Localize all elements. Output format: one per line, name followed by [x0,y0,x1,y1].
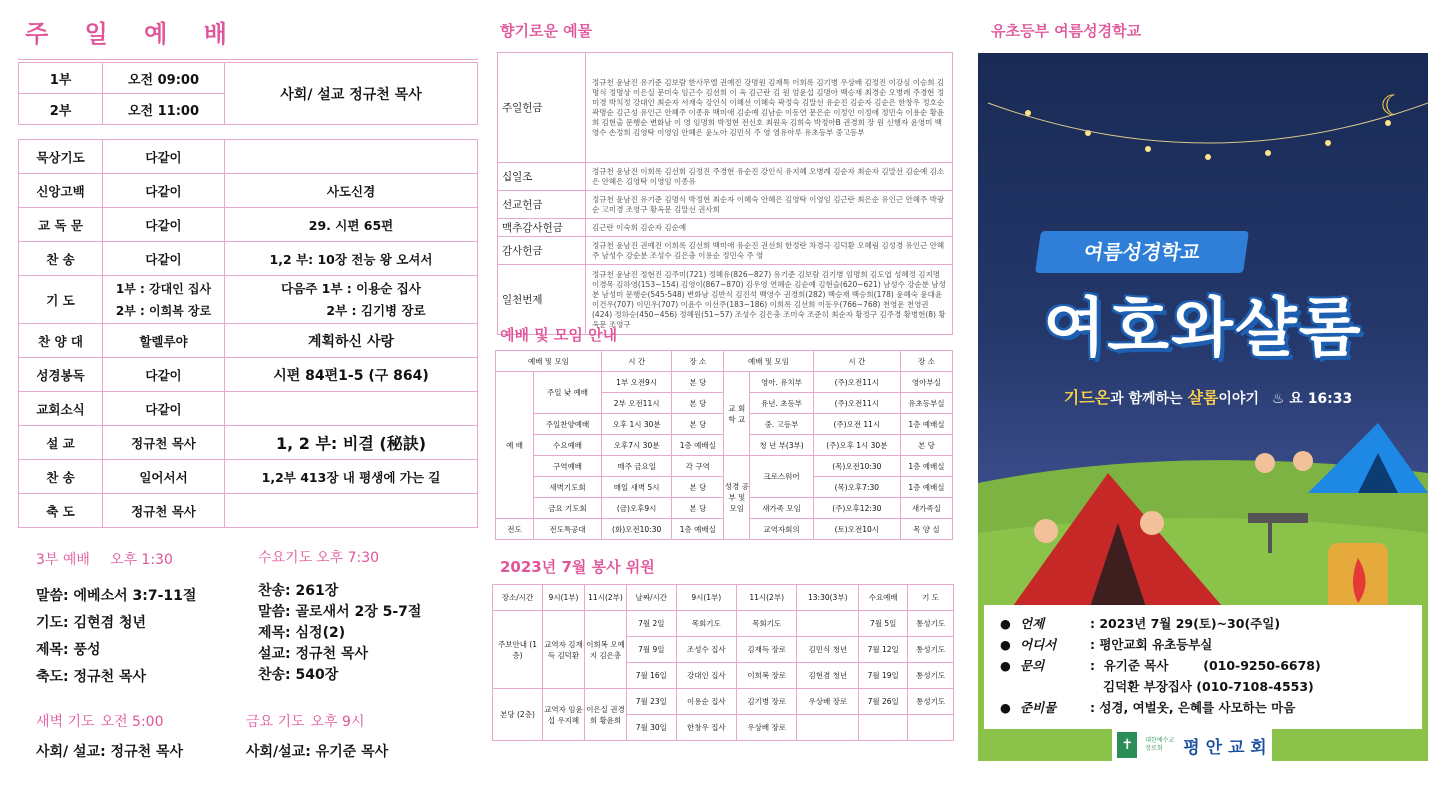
duty-place: 본당 (2층) [493,689,543,741]
sched-item: 주일찬양예배 [534,414,602,435]
duty-head: 11시(2부) [736,585,796,611]
vbs-section-title: 유초등부 여름성경학교 [991,22,1142,40]
sched-item: 크로스워어 [750,456,814,498]
order-content: 29. 시편 65편 [225,208,478,242]
duty-date: 7월 9일 [627,637,677,663]
prayer-next-first: 다음주 1부 : 이용순 집사 [281,280,421,296]
info-key [1020,676,1090,697]
duty-cell: 목회기도 [736,611,796,637]
wed-title: 수요기도 [258,550,313,566]
sched-group: 예 배 [496,372,534,519]
third-line: 말씀: 에베소서 3:7-11절 [36,588,197,604]
info-key: 언제 [1020,616,1045,631]
prayer-next-second: 2부 : 김기병 장로 [326,302,426,318]
order-item: 신앙고백 [19,174,103,208]
sched-time: (주)오후 1시 30분 [813,435,900,456]
sched-item: 청 년 부(3부) [750,435,814,456]
order-item: 찬 송 [19,242,103,276]
vbs-banner: 여름성경학교 [1035,231,1249,273]
sched-place: 유초등부실 [900,393,952,414]
sched-head: 장 소 [672,351,724,372]
duty-cell: 강대인 집사 [676,663,736,689]
sched-place: 1층 예배실 [900,456,952,477]
duty-cell: 김기병 장로 [736,689,796,715]
sched-time: (토)오전10시 [813,519,900,540]
sched-group: 교 회 학 교 [724,372,750,456]
info-key: 어디서 [1020,637,1057,652]
info-row [1000,634,1406,655]
offering-kind: 감사헌금 [498,237,586,265]
offering-kind: 주일헌금 [498,53,586,163]
bullet-icon: ● [1000,658,1011,673]
tagline-end: 이야기 [1218,391,1259,407]
duty-cell: 통성기도 [908,689,954,715]
order-item: 기 도 [19,276,103,324]
fri-title: 금요 기도 [246,714,305,730]
service-time: 오전 11:00 [103,94,225,125]
duty-head: 수요예배 [859,585,908,611]
order-by: 다같이 [103,140,225,174]
duty-team-b: 이은실 권경희 황윤희 [585,689,627,741]
duty-cell [908,715,954,741]
worship-title: 주 일 예 배 [25,20,241,48]
duty-table [492,584,954,741]
sched-place: 1층 예배실 [900,477,952,498]
sched-place: 각 구역 [672,456,724,477]
prayer-first: 1부 : 강대인 집사 [115,281,212,296]
lantern-icon [1328,543,1388,613]
offering-names: 정규천 윤남진 권예진 이희록 김선희 백미애 유순진 권선희 한정란 차경극 김덕환 오혜림 김성경 유인근 안혜주 남성수 강순분 조성수 김은충 이용순 정민숙 주 영 [586,237,953,265]
order-item: 교회소식 [19,392,103,426]
order-content [225,140,478,174]
offering-names: 정규천 윤남진 정현진 김주미(721) 정혜유(826~827) 유기준 김보람 김기병 임명희 김도엽 성혜정 김지명 이경목 김하영(153~154) 김영이(867~870) 김우영 연혜순 김순예 김현슬(620~621) 남성수 강순분 남성분 남성미 문행순(545-548) 변화남 김반식 김진석 백영수 권경희(282) 백승재 백승희(178) 윤혜숙 윤대윤 이건우(707) 이민우(707) 이윤수 이선주(183~186) 이희록 김선희 이동우(766~768) 천영운 천영권(424) 정하승(450~456) 정혜원(51~57) 조성수 김은충 조미숙 조준히 최순자 황정구 김주경 황병현(8) 황옥문 조영구 [586,265,953,335]
sched-place: 새가족실 [900,498,952,519]
sched-time: 매일 새벽 5시 [602,477,672,498]
offering-names: 정규천 윤남진 이희록 김선희 김정진 주경현 유순진 강인식 유지혜 오병례 김순자 최순자 김말선 김순예 김소은 안혜은 김영탁 이영임 이종유 [586,163,953,191]
sched-time: (목)오전10:30 [813,456,900,477]
duty-head: 날짜/시간 [627,585,677,611]
duty-head: 장소/시간 [493,585,543,611]
sched-item: 수요예배 [534,435,602,456]
info-row [1000,613,1406,634]
duty-date: 7월 2일 [627,611,677,637]
order-content [225,392,478,426]
offering-kind: 십일조 [498,163,586,191]
church-logo [1112,729,1272,761]
sched-time: (금)오후9시 [602,498,672,519]
duty-cell: 이용순 집사 [676,689,736,715]
sched-time: 1부 오전9시 [602,372,672,393]
duty-cell: 우상배 장로 [736,715,796,741]
third-line: 기도: 김현겸 청년 [36,615,147,631]
service-name: 1부 [19,63,103,94]
sched-place: 본 당 [672,393,724,414]
duty-team-a: 교역자 임윤섭 우지혜 [543,689,585,741]
tagline-verse: 요 16:33 [1289,391,1353,407]
third-line: 축도: 정규천 목사 [36,669,147,685]
service-leader: 사회/ 설교 정규천 목사 [225,63,478,125]
sched-head: 장 소 [900,351,952,372]
duty-cell: 한창우 집사 [676,715,736,741]
sched-time: (화)오전10:30 [602,519,672,540]
order-item: 설 교 [19,426,103,460]
info-value: : 성경, 여벌옷, 은혜를 사모하는 마음 [1090,700,1296,715]
offering-column [490,0,964,794]
info-row [1000,655,1406,676]
sched-item: 영아. 유치부 [750,372,814,393]
order-content: 1, 2 부: 비결 (秘訣) [225,426,478,460]
order-by: 다같이 [103,208,225,242]
vbs-column [978,0,1428,794]
moon-icon: ☾ [1380,89,1406,122]
sched-item: 교역자회의 [750,519,814,540]
string-lights-icon [1025,110,1391,160]
duty-cell: 7월 19일 [859,663,908,689]
service-name: 2부 [19,94,103,125]
dawn-prayer [36,711,183,766]
wed-line: 말씀: 골로새서 2장 5-7절 [258,604,422,620]
order-content: 1,2부 413장 내 평생에 가는 길 [225,460,478,494]
order-content [225,494,478,528]
sched-place: 목 양 실 [900,519,952,540]
flame-icon: ♨ [1271,391,1285,407]
sched-item: 유년. 초등부 [750,393,814,414]
sched-time: (주)오전 11시 [813,414,900,435]
offering-names: 정규천 윤남진 유기준 김명식 박정현 최순자 이혜숙 안혜은 김영탁 이영임 김근란 최은순 유인근 안혜주 박광순 고미경 조영구 황옥문 김말선 권사희 [586,191,953,219]
sched-place: 1층 예배실 [672,435,724,456]
duty-place: 주보안내 (1층) [493,611,543,689]
duty-team-a: 교역자 김재득 김덕환 [543,611,585,689]
order-content: 사도신경 [225,174,478,208]
offering-names: 김근란 이숙희 김순자 김순예 [586,219,953,237]
wed-time: 오후 7:30 [316,550,380,566]
duty-cell: 김현겸 청년 [797,663,859,689]
sched-group: 성경 공부 및 모임 [724,456,750,540]
third-service [36,549,196,691]
duty-cell: 7월 26일 [859,689,908,715]
duty-cell: 통성기도 [908,637,954,663]
offering-kind: 선교헌금 [498,191,586,219]
dawn-line: 사회/ 설교: 정규천 목사 [36,744,184,760]
sched-place: 본 당 [672,372,724,393]
duty-cell [797,611,859,637]
order-content: 1,2 부: 10장 전능 왕 오셔서 [225,242,478,276]
wed-line: 설교: 정규천 목사 [258,646,369,662]
duty-date: 7월 30일 [627,715,677,741]
offering-title: 향기로운 예물 [500,22,593,40]
sched-place: 본 당 [672,477,724,498]
duty-cell: 김재득 장로 [736,637,796,663]
order-item: 교 독 문 [19,208,103,242]
duty-head: 9시(1부) [676,585,736,611]
service-time: 오전 09:00 [103,63,225,94]
order-by: 할렐루야 [103,324,225,358]
order-by: 정규천 목사 [103,426,225,460]
wed-line: 찬송: 540장 [258,667,339,683]
duty-cell: 이희복 장로 [736,663,796,689]
offering-kind: 맥추감사헌금 [498,219,586,237]
sched-time: 2부 오전11시 [602,393,672,414]
sched-head: 시 간 [602,351,672,372]
sched-time: 오후7시 30분 [602,435,672,456]
sched-place: 영아부실 [900,372,952,393]
duty-cell: 목회기도 [676,611,736,637]
tagline-post: 과 함께하는 [1110,391,1183,407]
sched-time: (주)오후12:30 [813,498,900,519]
order-by: 다같이 [103,174,225,208]
order-item: 찬 송 [19,460,103,494]
fri-line: 사회/설교: 유기준 목사 [246,744,389,760]
wed-line: 찬송: 261장 [258,583,339,599]
worship-order-table [18,139,478,528]
dawn-title: 새벽 기도 [36,714,95,730]
duty-team-b: 이희복 오예지 김은총 [585,611,627,689]
duty-cell: 7월 12일 [859,637,908,663]
prayer-second: 2부 : 이희복 장로 [115,303,212,318]
vbs-info-box [984,605,1422,729]
sched-place: 1층 예배실 [672,519,724,540]
third-title: 3부 예배 [36,552,90,568]
bullet-icon: ● [1000,637,1011,652]
sched-item: 주일 낮 예배 [534,372,602,414]
offering-kind: 일천번제 [498,265,586,335]
order-item: 찬 양 대 [19,324,103,358]
sched-head: 예배 및 모임 [496,351,602,372]
sched-group: 전도 [496,519,534,540]
info-row [1000,697,1406,718]
duty-cell [797,715,859,741]
info-value: : 유기준 목사 (010-9250-6678) [1090,658,1321,673]
order-item: 묵상기도 [19,140,103,174]
duty-cell: 조성수 집사 [676,637,736,663]
prayer-leaders [103,276,225,324]
sched-item: 구역예배 [534,456,602,477]
order-by: 정규천 목사 [103,494,225,528]
schedule-table [495,350,953,540]
order-by: 다같이 [103,358,225,392]
friday-prayer [246,711,388,766]
order-item: 성경봉독 [19,358,103,392]
sched-item: 새벽기도회 [534,477,602,498]
blue-tent-icon [1308,423,1428,493]
info-row [1000,676,1406,697]
duty-head: 기 도 [908,585,954,611]
sched-time: 오후 1시 30분 [602,414,672,435]
order-by: 다같이 [103,242,225,276]
sched-place: 본 당 [900,435,952,456]
info-value: 김덕환 부장집사 (010-7108-4553) [1090,679,1314,694]
divider [18,59,478,60]
third-line: 제목: 풍성 [36,642,101,658]
church-denomination: 대한예수교 장로회 [1145,737,1175,752]
duty-cell: 김민식 청년 [797,637,859,663]
bullet-icon: ● [1000,700,1011,715]
duty-head: 11시(2부) [585,585,627,611]
sched-head: 시 간 [813,351,900,372]
worship-column [18,0,478,794]
duty-cell: 7월 5일 [859,611,908,637]
vbs-headline: 여호와샬롬 [1043,292,1363,366]
sched-time: (목)오후7:30 [813,477,900,498]
sched-head: 예배 및 모임 [724,351,814,372]
fri-time: 오후 9시 [310,714,365,730]
cross-icon: ✝ [1117,732,1137,758]
info-key: 문의 [1020,658,1045,673]
sched-place: 1층 예배실 [900,414,952,435]
vbs-tagline [1018,385,1398,408]
duty-date: 7월 16일 [627,663,677,689]
schedule-title: 예배 및 모임 안내 [500,326,618,344]
sched-item: 중. 고등부 [750,414,814,435]
tagline-em: 샬롬 [1187,388,1219,407]
info-value: : 평안교회 유초등부실 [1090,637,1213,652]
tagline-pre: 기드온 [1063,388,1111,407]
info-key: 준비물 [1020,700,1057,715]
sched-time: (주)오전11시 [813,393,900,414]
vbs-poster [978,53,1428,761]
church-name: 평 안 교 회 [1183,737,1267,758]
prayer-next [225,276,478,324]
sched-item: 전도특공대 [534,519,602,540]
order-content: 계획하신 사랑 [225,324,478,358]
order-by: 일어서서 [103,460,225,494]
bullet-icon: ● [1000,616,1011,631]
duty-head: 9시(1부) [543,585,585,611]
order-item: 축 도 [19,494,103,528]
service-times-table [18,62,478,125]
sched-item: 새가족 모임 [750,498,814,519]
sched-time: (주)오전11시 [813,372,900,393]
dawn-time: 오전 5:00 [100,714,164,730]
wed-line: 제목: 심정(2) [258,625,346,641]
duty-cell: 우상배 장로 [797,689,859,715]
wednesday-prayer [258,547,421,686]
info-value: : 2023년 7월 29(토)~30(주일) [1090,616,1281,631]
sched-item: 금요 기도회 [534,498,602,519]
duty-date: 7월 23일 [627,689,677,715]
sched-place: 본 당 [672,414,724,435]
third-time: 오후 1:30 [109,552,173,568]
sched-time: 매주 금요일 [602,456,672,477]
order-by: 다같이 [103,392,225,426]
duty-cell: 통성기도 [908,611,954,637]
duty-cell [859,715,908,741]
order-content: 시편 84편1-5 (구 864) [225,358,478,392]
offering-table [497,52,953,335]
duty-title: 2023년 7월 봉사 위원 [500,558,655,576]
sched-place: 본 당 [672,498,724,519]
offering-names: 정규천 윤남진 유기준 김보람 한사무엘 권예진 강명원 김재특 이희록 김기병 우상배 김정진 이강심 이승희 김명식 정명상 이은실 문미숙 임근수 김선희 이 옥 김근란 김 원 엄윤섭 김명아 백승재 최경순 오병례 주경현 정미경 박치정 강대인 최순자 서재숙 강인식 이혜선 이혜숙 곽정숙 김말선 유순진 김순자 김순은 한창우 정호순 곽명순 김근성 유인근 안혜주 이종유 백미애 김순예 김남순 이동연 문은순 이정인 이정애 정민숙 이용순 황윤희 김현출 문행순 변화남 이 영 임명희 박정현 전신호 최원옥 김희숙 박정아B 권경희 장 원 신행자 윤영미 백영수 손정희 김영탁 이영임 안혜은 윤노아 김민식 주 영 염유아루 유초등부 중고등부 [586,53,953,163]
duty-head: 13:30(3부) [797,585,859,611]
duty-cell: 통성기도 [908,663,954,689]
